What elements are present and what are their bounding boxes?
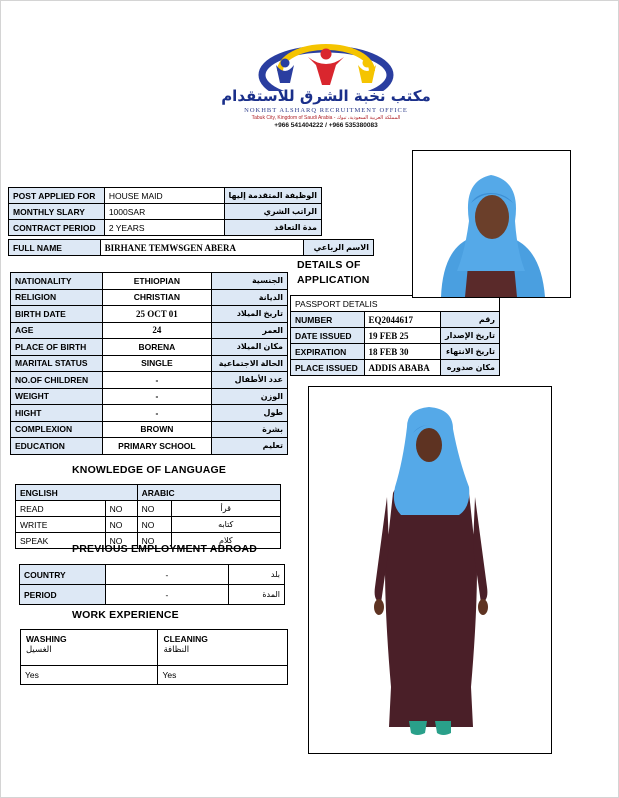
personal-label: NATIONALITY	[11, 273, 103, 290]
country-label-ar: بلد	[229, 565, 285, 585]
employment-table	[19, 564, 285, 605]
language-english-value: NO	[105, 533, 137, 549]
full-body-portrait-icon	[309, 387, 551, 753]
cleaning-value: Yes	[158, 666, 288, 685]
language-arabic-value: NO	[137, 533, 171, 549]
cleaning-label-ar: النظافة	[163, 644, 190, 654]
table-row	[21, 630, 288, 666]
period-label-ar: المدة	[229, 585, 285, 605]
personal-label-ar: تاريخ الميلاد	[212, 306, 288, 323]
passport-label: PLACE ISSUED	[291, 360, 365, 376]
language-arabic-value: NO	[137, 517, 171, 533]
table-row	[11, 405, 288, 422]
period-value: -	[105, 585, 228, 605]
post-label: POST APPLIED FOR	[9, 188, 105, 204]
personal-value: BROWN	[102, 421, 211, 438]
table-row	[291, 328, 500, 344]
full-name-label: FULL NAME	[9, 240, 101, 256]
washing-label: WASHING	[26, 634, 67, 644]
table-row	[9, 240, 374, 256]
personal-value: -	[102, 388, 211, 405]
personal-label: PLACE OF BIRTH	[11, 339, 103, 356]
personal-label: NO.OF CHILDREN	[11, 372, 103, 389]
table-row	[11, 322, 288, 339]
personal-label-ar: الديانة	[212, 289, 288, 306]
passport-label: DATE ISSUED	[291, 328, 365, 344]
personal-label-ar: مكان الميلاد	[212, 339, 288, 356]
language-skill-label: WRITE	[16, 517, 106, 533]
details-heading-line1: DETAILS OF	[297, 259, 361, 271]
company-name-arabic: مكتب نخبة الشرق للاستقدام	[221, 87, 431, 105]
personal-label: AGE	[11, 322, 103, 339]
language-skill-label-ar: قرأ	[171, 501, 280, 517]
full-name-table	[8, 239, 374, 256]
personal-label-ar: بشرة	[212, 421, 288, 438]
details-heading-line2: APPLICATION	[297, 274, 370, 286]
company-phones: +966 541404222 / +966 535380083	[274, 122, 378, 129]
table-row	[291, 360, 500, 376]
salary-label-ar: الراتب الشري	[224, 204, 322, 220]
table-row	[11, 438, 288, 455]
table-row	[11, 421, 288, 438]
salary-label: MONTHLY SLARY	[9, 204, 105, 220]
headshot-photo	[412, 150, 571, 298]
company-address: Tabuk City, Kingdom of Saudi Arabia - المملكة العربية السعودية، تبوك	[251, 115, 401, 121]
table-row	[16, 485, 281, 501]
post-table	[8, 187, 322, 236]
language-arabic-value: NO	[137, 501, 171, 517]
passport-value: ADDIS ABABA	[364, 360, 440, 376]
country-label: COUNTRY	[20, 565, 106, 585]
passport-label-ar: تاريخ الانتهاء	[440, 344, 499, 360]
language-arabic-header: ARABIC	[137, 485, 280, 501]
company-name-english: NOKHBT ALSHARQ RECRUITMENT OFFICE	[244, 107, 408, 114]
washing-value: Yes	[21, 666, 158, 685]
passport-value: 18 FEB 30	[364, 344, 440, 360]
personal-label-ar: تعليم	[212, 438, 288, 455]
full-name-label-ar: الاسم الرباعي	[304, 240, 374, 256]
language-table	[15, 484, 281, 549]
personal-details-table	[10, 272, 288, 455]
passport-table	[290, 295, 500, 376]
employment-heading: PREVIOUS EMPLOYMENT ABROAD	[72, 543, 258, 555]
table-row	[16, 501, 281, 517]
table-row	[11, 289, 288, 306]
post-value: HOUSE MAID	[104, 188, 224, 204]
personal-label: MARITAL STATUS	[11, 355, 103, 372]
post-label-ar: الوظيفة المتقدمة إليها	[224, 188, 322, 204]
contract-label-ar: مدة التعاقد	[224, 220, 322, 236]
personal-label-ar: الوزن	[212, 388, 288, 405]
passport-value: EQ2044617	[364, 312, 440, 328]
personal-label-ar: العمر	[212, 322, 288, 339]
full-body-photo	[308, 386, 552, 754]
table-row	[11, 339, 288, 356]
country-value: -	[105, 565, 228, 585]
passport-label-ar: مكان صدوره	[440, 360, 499, 376]
company-logo	[196, 41, 456, 131]
table-row	[11, 388, 288, 405]
contract-label: CONTRACT PERIOD	[9, 220, 105, 236]
passport-label-ar: تاريخ الإصدار	[440, 328, 499, 344]
headshot-portrait-icon	[413, 151, 570, 297]
language-skill-label-ar: كتابه	[171, 517, 280, 533]
table-row	[20, 585, 285, 605]
table-row	[16, 517, 281, 533]
personal-value: CHRISTIAN	[102, 289, 211, 306]
table-row	[11, 355, 288, 372]
cleaning-label: CLEANING	[163, 634, 208, 644]
work-experience-table	[20, 629, 288, 685]
washing-cell	[21, 630, 158, 666]
personal-label: COMPLEXION	[11, 421, 103, 438]
language-english-header: ENGLISH	[16, 485, 138, 501]
personal-value: BORENA	[102, 339, 211, 356]
personal-label: BIRTH DATE	[11, 306, 103, 323]
table-row	[291, 344, 500, 360]
logo-emblem-icon	[196, 41, 456, 91]
contract-value: 2 YEARS	[104, 220, 224, 236]
table-row	[20, 565, 285, 585]
personal-label: HIGHT	[11, 405, 103, 422]
personal-value: 25 OCT 01	[102, 306, 211, 323]
language-skill-label-ar: كلام	[171, 533, 280, 549]
personal-label: RELIGION	[11, 289, 103, 306]
work-heading: WORK EXPERIENCE	[72, 609, 179, 621]
passport-value: 19 FEB 25	[364, 328, 440, 344]
washing-label-ar: الغسيل	[26, 644, 52, 654]
personal-value: SINGLE	[102, 355, 211, 372]
personal-label-ar: طول	[212, 405, 288, 422]
personal-value: ETHIOPIAN	[102, 273, 211, 290]
table-row	[9, 204, 322, 220]
personal-label-ar: عدد الأطفال	[212, 372, 288, 389]
language-heading: KNOWLEDGE OF LANGUAGE	[72, 464, 227, 476]
table-row	[11, 372, 288, 389]
personal-value: -	[102, 405, 211, 422]
period-label: PERIOD	[20, 585, 106, 605]
table-row	[21, 666, 288, 685]
table-row	[9, 220, 322, 236]
personal-label: EDUCATION	[11, 438, 103, 455]
language-skill-label: READ	[16, 501, 106, 517]
table-row	[291, 312, 500, 328]
passport-label: NUMBER	[291, 312, 365, 328]
language-english-value: NO	[105, 501, 137, 517]
salary-value: 1000SAR	[104, 204, 224, 220]
personal-label-ar: الحالة الاجتماعية	[212, 355, 288, 372]
passport-title: PASSPORT DETALIS	[291, 296, 500, 312]
table-row	[11, 273, 288, 290]
full-name-value: BIRHANE TEMWSGEN ABERA	[100, 240, 303, 256]
personal-value: -	[102, 372, 211, 389]
personal-value: PRIMARY SCHOOL	[102, 438, 211, 455]
language-english-value: NO	[105, 517, 137, 533]
table-row	[9, 188, 322, 204]
personal-label-ar: الجنسية	[212, 273, 288, 290]
personal-label: WEIGHT	[11, 388, 103, 405]
table-row	[11, 306, 288, 323]
passport-label: EXPIRATION	[291, 344, 365, 360]
personal-value: 24	[102, 322, 211, 339]
passport-label-ar: رقم	[440, 312, 499, 328]
cleaning-cell	[158, 630, 288, 666]
language-skill-label: SPEAK	[16, 533, 106, 549]
